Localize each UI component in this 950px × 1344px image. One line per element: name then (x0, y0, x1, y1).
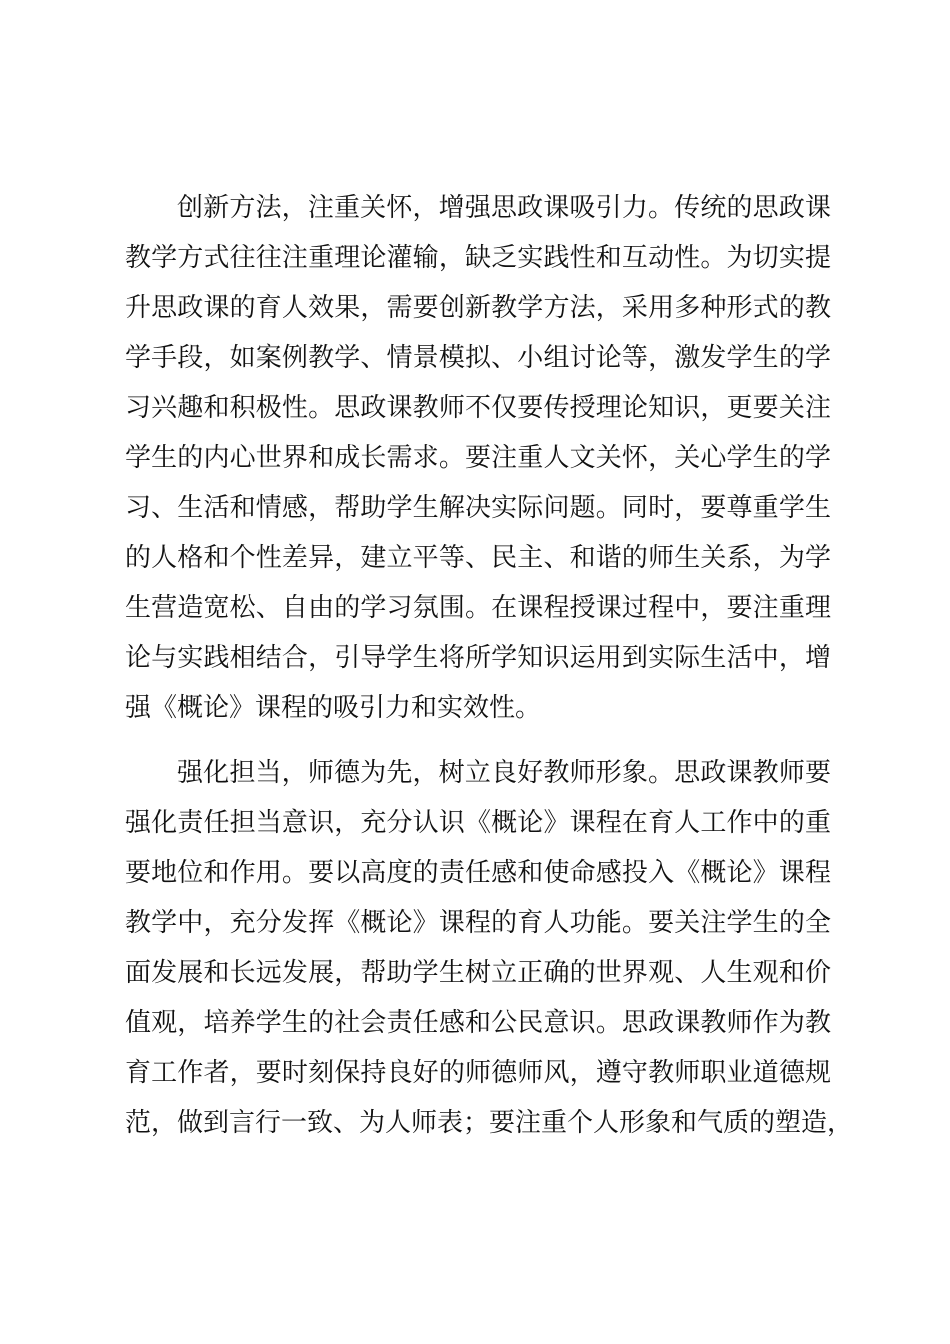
paragraph-1-line-1: 创新方法，注重关怀，增强思政课吸引力。传统的思政课 (177, 193, 831, 223)
paragraph-2-line-3: 要地位和作用。要以高度的责任感和使命感投入《概论》课程 (125, 858, 831, 888)
paragraph-1-line-10: 论与实践相结合，引导学生将所学知识运用到实际生活中，增 (125, 643, 831, 673)
paragraph-1-line-3: 升思政课的育人效果，需要创新教学方法，采用多种形式的教 (125, 293, 831, 323)
paragraph-1-line-9: 生营造宽松、自由的学习氛围。在课程授课过程中，要注重理 (125, 593, 831, 623)
paragraph-1-line-11: 强《概论》课程的吸引力和实效性。 (125, 693, 542, 723)
paragraph-2-line-8: 范，做到言行一致、为人师表；要注重个人形象和气质的塑造， (125, 1108, 854, 1138)
paragraph-1-line-6: 学生的内心世界和成长需求。要注重人文关怀，关心学生的学 (125, 443, 831, 473)
paragraph-spacer (125, 733, 831, 748)
paragraph-2-line-7: 育工作者，要时刻保持良好的师德师风，遵守教师职业道德规 (125, 1058, 831, 1088)
paragraph-2-line-4: 教学中，充分发挥《概论》课程的育人功能。要关注学生的全 (125, 908, 831, 938)
paragraph-2-line-6: 值观，培养学生的社会责任感和公民意识。思政课教师作为教 (125, 1008, 831, 1038)
paragraph-2 (125, 748, 854, 1148)
paragraph-1 (125, 183, 831, 733)
paragraph-2-line-1: 强化担当，师德为先，树立良好教师形象。思政课教师要 (177, 758, 831, 788)
paragraph-1-line-7: 习、生活和情感，帮助学生解决实际问题。同时，要尊重学生 (125, 493, 831, 523)
paragraph-1-line-4: 学手段，如案例教学、情景模拟、小组讨论等，激发学生的学 (125, 343, 831, 373)
document-body (125, 183, 854, 1148)
paragraph-1-line-8: 的人格和个性差异，建立平等、民主、和谐的师生关系，为学 (125, 543, 831, 573)
paragraph-2-line-2: 强化责任担当意识，充分认识《概论》课程在育人工作中的重 (125, 808, 831, 838)
paragraph-1-line-5: 习兴趣和积极性。思政课教师不仅要传授理论知识，更要关注 (125, 393, 831, 423)
paragraph-2-line-5: 面发展和长远发展，帮助学生树立正确的世界观、人生观和价 (125, 958, 831, 988)
paragraph-1-line-2: 教学方式往往注重理论灌输，缺乏实践性和互动性。为切实提 (125, 243, 831, 273)
